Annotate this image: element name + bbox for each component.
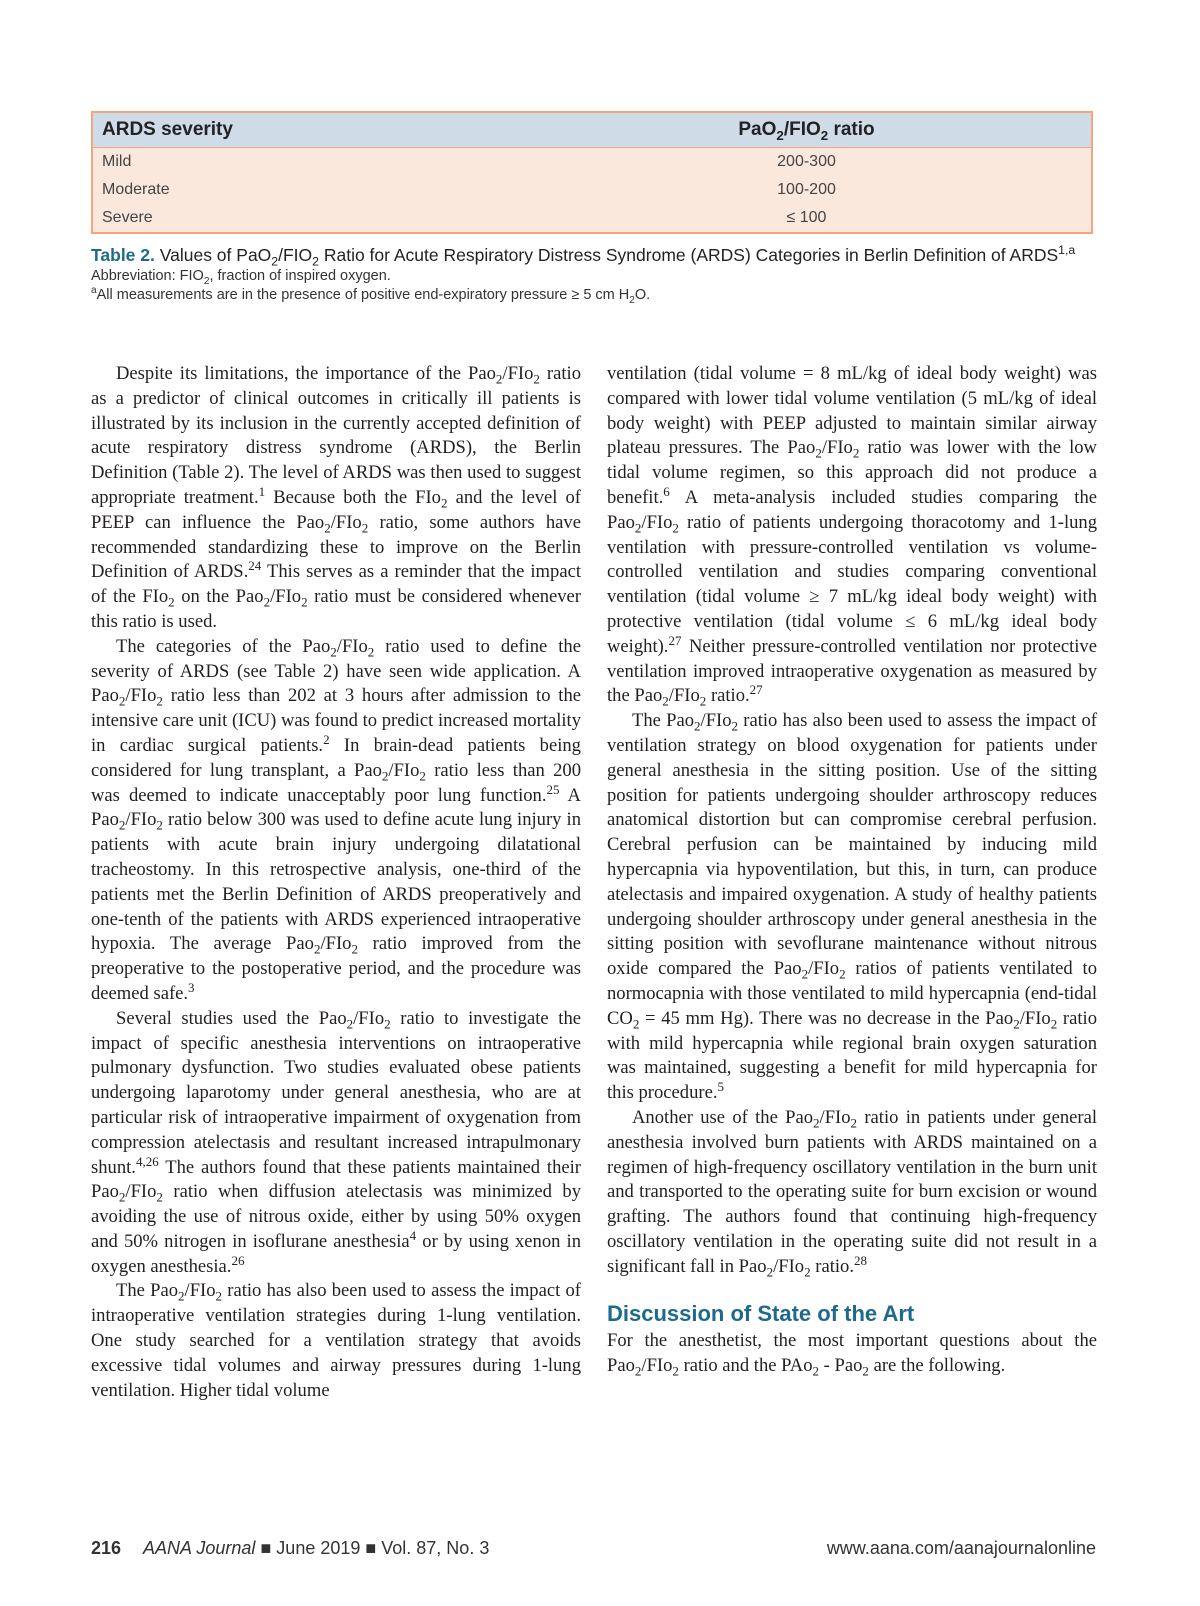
caption-footnote: $^a$All measurements are in the presence of positive end-expiratory pressure ≥ 5 cm $H_2O$. bbox=[91, 285, 651, 306]
ratio-cell: ≤ 100 bbox=[662, 204, 1092, 233]
caption-title: Table 2. Values of $PaO_2/FIO_2$ Ratio for Acute Respiratory Distress Syndrome (ARDS) Categories in Berlin Definition of ARDS$^{1,a}$ bbox=[91, 243, 1076, 269]
section-heading: Discussion of State of the Art bbox=[607, 1301, 915, 1327]
issue-info: ■ June 2019 ■ Vol. 87, No. 3 bbox=[255, 1538, 490, 1558]
right-column bbox=[607, 362, 1097, 1379]
paragraph: Despite its limitations, the importance of the Pao$_2$/FIo$_2$ ratio as a predictor of clinical outcomes in critically ill patients is illustrated by its inclusion in the currently accepted definition of acute respiratory distress syndrome (ARDS), the Berlin Definition (Table 2). The level of ARDS was then used to suggest appropriate treatment.$^1$ Because both the FIo$_2$ and the level of PEEP can influence the Pao$_2$/FIo$_2$ ratio, some authors have recommended standardizing these to improve on the Berlin Definition of ARDS.$^{24}$ This serves as a reminder that the impact of the FIo$_2$ on the Pao$_2$/FIo$_2$ ratio must be considered whenever this ratio is used. bbox=[91, 363, 581, 632]
caption-label: Table 2. bbox=[91, 245, 155, 265]
paragraph: For the anesthetist, the most important questions about the Pao$_2$/FIo$_2$ ratio and the PAo$_2$ - Pao$_2$ are the following. bbox=[607, 1330, 1097, 1379]
page-footer-left bbox=[91, 1538, 489, 1559]
severity-cell: Severe bbox=[92, 204, 662, 233]
page-number: 216 bbox=[91, 1538, 122, 1558]
ratio-cell: 200-300 bbox=[662, 148, 1092, 177]
table-row bbox=[92, 176, 1092, 204]
journal-url: www.aana.com/aanajournalonline bbox=[826, 1538, 1096, 1558]
table-header-row bbox=[92, 112, 1092, 148]
left-column bbox=[91, 362, 581, 1403]
table-row bbox=[92, 204, 1092, 233]
severity-cell: Mild bbox=[92, 148, 662, 177]
ratio-cell: 100-200 bbox=[662, 176, 1092, 204]
table-caption bbox=[91, 243, 1101, 305]
severity-cell: Moderate bbox=[92, 176, 662, 204]
table-row bbox=[92, 148, 1092, 177]
paragraph: Another use of the Pao$_2$/FIo$_2$ ratio in patients under general anesthesia involved burn patients with ARDS maintained on a regimen of high-frequency oscillatory ventilation in the burn unit and transported to the operating suite for burn excision or wound grafting. The authors found that continuing high-frequency oscillatory ventilation in the operating suite did not result in a significant fall in Pao$_2$/FIo$_2$ ratio.$^{28}$ bbox=[607, 1106, 1097, 1280]
ards-severity-table bbox=[91, 111, 1093, 234]
paragraph: The Pao$_2$/FIo$_2$ ratio has also been used to assess the impact of intraoperative ventilation strategies during 1-lung ventilation. One study searched for a ventilation strategy that avoids excessive tidal volumes and airway pressures during 1-lung ventilation. Higher tidal volume bbox=[91, 1280, 581, 1401]
paragraph: ventilation (tidal volume = 8 mL/kg of ideal body weight) was compared with lower tidal volume ventilation (5 mL/kg of ideal body weight) with PEEP adjusted to maintain similar airway plateau pressures. The Pao$_2$/FIo$_2$ ratio was lower with the low tidal volume regimen, so this approach did not produce a benefit.$^6$ A meta-analysis included studies comparing the Pao$_2$/FIo$_2$ ratio of patients undergoing thoracotomy and 1-lung ventilation with pressure-controlled ventilation vs volume-controlled ventilation and studies comparing conventional ventilation (tidal volume ≥ 7 mL/kg ideal body weight) with protective ventilation (tidal volume ≤ 6 mL/kg ideal body weight).$^{27}$ Neither pressure-controlled ventilation nor protective ventilation improved intraoperative oxygenation as measured by the Pao$_2$/FIo$_2$ ratio.$^{27}$ bbox=[607, 363, 1097, 710]
caption-abbreviation: Abbreviation: $FIO_2$, fraction of inspired oxygen. bbox=[91, 268, 391, 287]
journal-name: AANA Journal bbox=[143, 1538, 256, 1558]
header-pao2-fio2-ratio: $PaO_2/FIO_2$ ratio bbox=[662, 112, 1092, 148]
paragraph: The categories of the Pao$_2$/FIo$_2$ ratio used to define the severity of ARDS (see Table 2) have seen wide application. A Pao$_2$/FIo$_2$ ratio less than 202 at 3 hours after admission to the intensive care unit (ICU) was found to predict increased mortality in cardiac surgical patients.$^2$ In brain-dead patients being considered for lung transplant, a Pao$_2$/FIo$_2$ ratio less than 200 was deemed to indicate unacceptably poor lung function.$^{25}$ A Pao$_2$/FIo$_2$ ratio below 300 was used to define acute lung injury in patients with acute brain injury undergoing dilatational tracheostomy. In this retrospective analysis, one-third of the patients met the Berlin Definition of ARDS preoperatively and one-tenth of the patients with ARDS experienced intraoperative hypoxia. The average Pao$_2$/FIo$_2$ ratio improved from the preoperative to the postoperative period, and the procedure was deemed safe.$^3$ bbox=[91, 635, 581, 1004]
paragraph: Several studies used the Pao$_2$/FIo$_2$ ratio to investigate the impact of specific anesthesia interventions on intraoperative pulmonary dysfunction. Two studies evaluated obese patients undergoing laparotomy under general anesthesia, who are at particular risk of intraoperative impairment of oxygenation from compression atelectasis and resultant increased intrapulmonary shunt.$^{4,26}$ The authors found that these patients maintained their Pao$_2$/FIo$_2$ ratio when diffusion atelectasis was minimized by avoiding the use of nitrous oxide, either by using 50% oxygen and 50% nitrogen in isoflurane anesthesia$^4$ or by using xenon in oxygen anesthesia.$^{26}$ bbox=[91, 1007, 581, 1277]
header-ards-severity: ARDS severity bbox=[92, 112, 662, 148]
paragraph: The Pao$_2$/FIo$_2$ ratio has also been used to assess the impact of ventilation strategy on blood oxygenation for patients under general anesthesia in the sitting position. Use of the sitting position for patients undergoing shoulder arthroscopy reduces anatomical distortion but can compromise cerebral perfusion. Cerebral perfusion can be maintained by inducing mild hypercapnia via hypoventilation, but this, in turn, can produce atelectasis and impaired oxygenation. A study of healthy patients undergoing shoulder arthroscopy under general anesthesia in the sitting position with sevoflurane maintenance without nitrous oxide compared the Pao$_2$/FIo$_2$ ratios of patients ventilated to normocapnia with those ventilated to mild hypercapnia (end-tidal $CO_2 = 45$ mm Hg). There was no decrease in the Pao$_2$/FIo$_2$ ratio with mild hypercapnia while regional brain oxygen saturation was maintained, suggesting a benefit for mild hypercapnia for this procedure.$^5$ bbox=[607, 710, 1097, 1104]
